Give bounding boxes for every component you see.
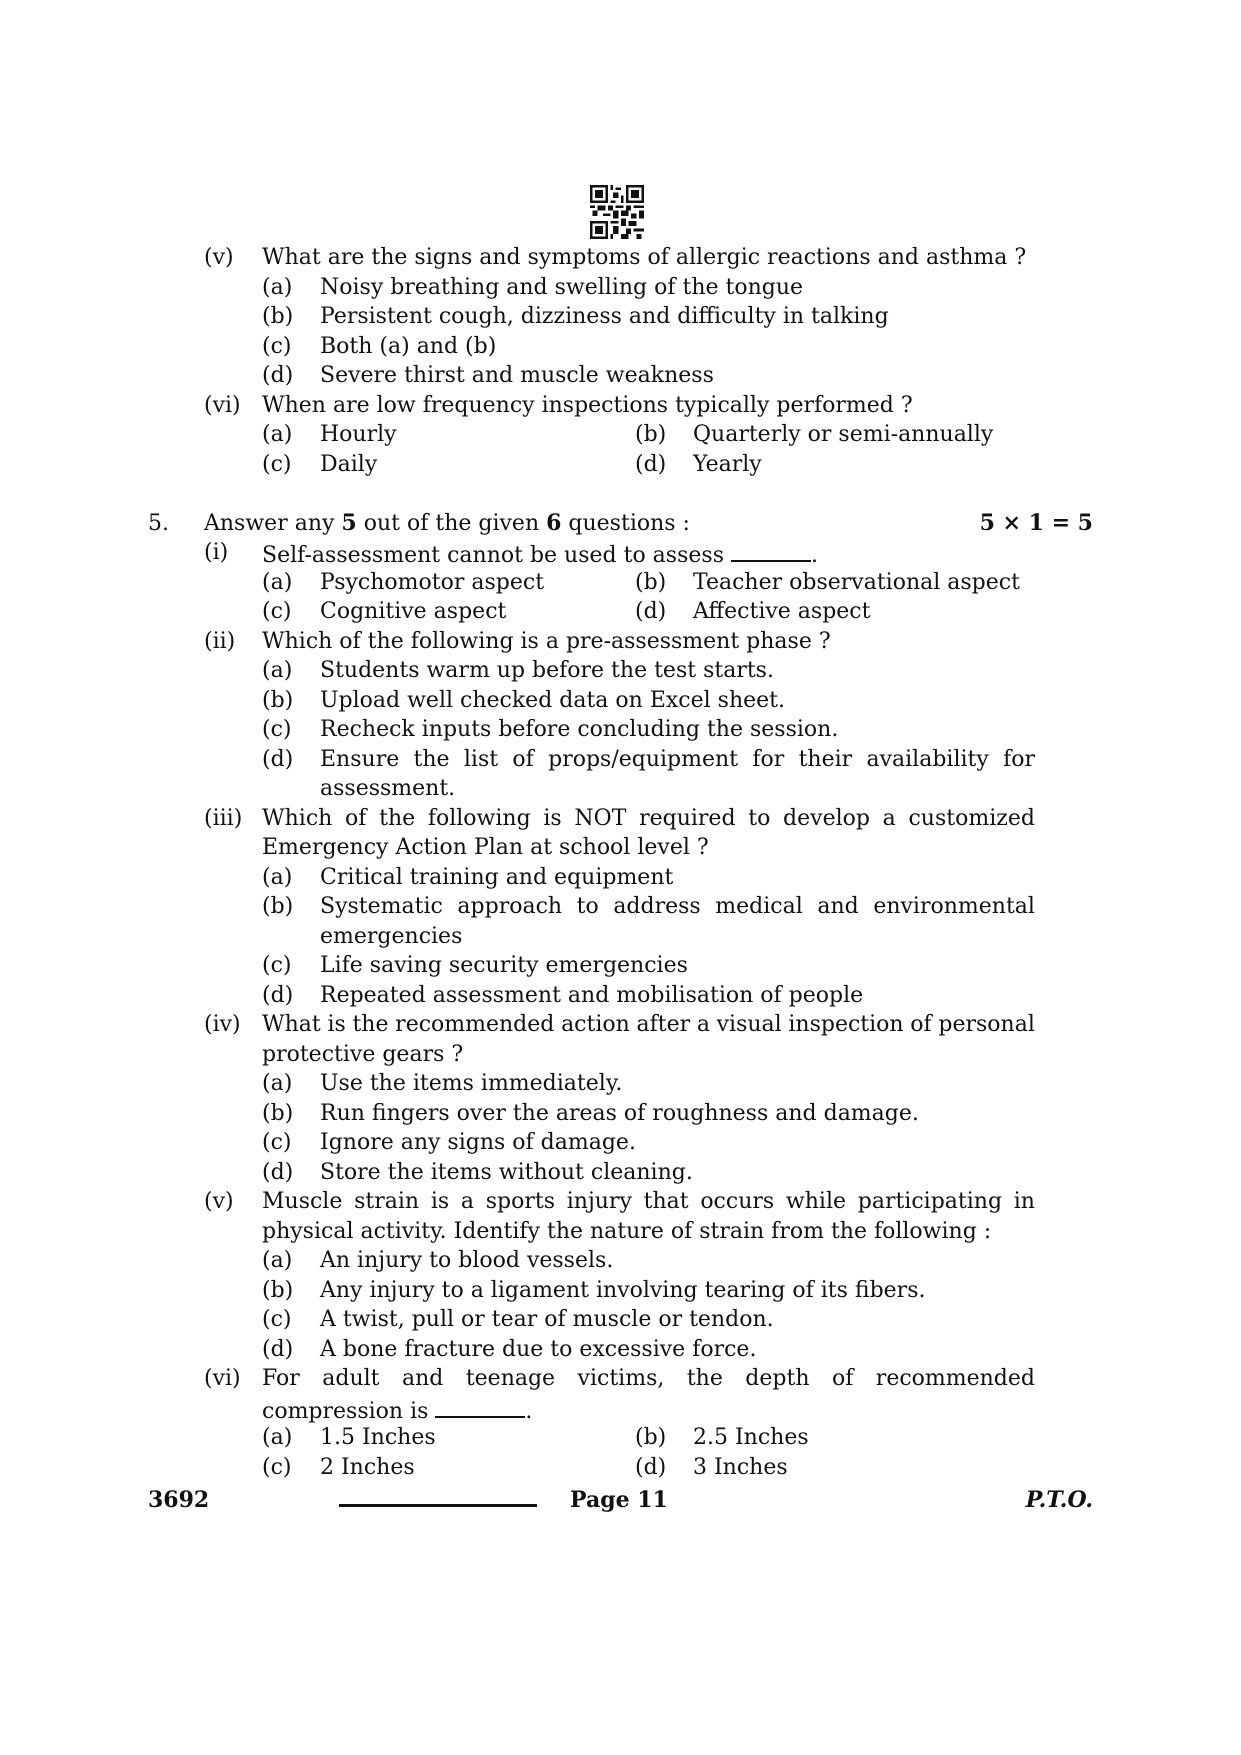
question-line-continued xyxy=(148,1394,1093,1424)
question-number: (v) xyxy=(204,245,234,270)
question-number: (iv) xyxy=(204,1012,241,1037)
option-label: (b) xyxy=(262,1277,294,1303)
option-text: Recheck inputs before concluding the session. xyxy=(320,717,839,742)
option-line xyxy=(148,420,1093,450)
option-label: (c) xyxy=(262,599,292,624)
option-label: (c) xyxy=(262,1307,292,1332)
option-line xyxy=(148,1246,1093,1276)
option-line xyxy=(148,892,1093,922)
option-line xyxy=(148,951,1093,981)
option-line xyxy=(148,568,1093,598)
option-text: An injury to blood vessels. xyxy=(320,1248,614,1273)
question-number: (v) xyxy=(204,1189,234,1214)
option-line xyxy=(148,1158,1093,1188)
option-text: Use the items immediately. xyxy=(320,1071,623,1096)
question-text: Emergency Action Plan at school level ? xyxy=(262,835,709,860)
option-line xyxy=(148,597,1093,627)
option-label: (a) xyxy=(262,274,293,300)
option-line xyxy=(148,745,1093,775)
question-line xyxy=(148,538,1093,568)
option-label: (b) xyxy=(262,894,294,919)
page-footer xyxy=(148,1486,1093,1516)
option-text: Any injury to a ligament involving tearing of its fibers. xyxy=(320,1277,926,1303)
option-text: Systematic approach to address medical and environmental xyxy=(320,894,1035,919)
answer-blank xyxy=(435,1394,525,1418)
option-label: (d) xyxy=(635,451,667,477)
option-label: (b) xyxy=(635,569,667,595)
question-number: (vi) xyxy=(204,1366,241,1391)
option-line xyxy=(148,332,1093,362)
option-line xyxy=(148,656,1093,686)
option-line-continued xyxy=(148,774,1093,804)
option-text: 2 Inches xyxy=(320,1454,415,1480)
question-line xyxy=(148,627,1093,657)
option-text: Noisy breathing and swelling of the tongue xyxy=(320,274,804,300)
option-label: (a) xyxy=(262,1248,293,1273)
option-label: (c) xyxy=(262,1454,292,1480)
option-text: Ignore any signs of damage. xyxy=(320,1130,636,1155)
option-label: (b) xyxy=(262,687,294,713)
option-text: Upload well checked data on Excel sheet. xyxy=(320,687,785,713)
option-text: Yearly xyxy=(693,451,762,477)
question-text: Muscle strain is a sports injury that occurs while participating in xyxy=(262,1189,1035,1214)
question-line xyxy=(148,1010,1093,1040)
option-label: (d) xyxy=(262,982,294,1008)
option-label: (d) xyxy=(262,1159,294,1185)
answer-blank xyxy=(731,538,811,562)
option-label: (c) xyxy=(262,333,292,359)
option-label: (d) xyxy=(635,1454,667,1480)
question-text: For adult and teenage victims, the depth of recommended xyxy=(262,1366,1035,1391)
question-text: Which of the following is a pre-assessment phase ? xyxy=(262,628,831,654)
question-text: When are low frequency inspections typically performed ? xyxy=(262,392,913,418)
option-line xyxy=(148,1276,1093,1306)
option-text: A twist, pull or tear of muscle or tendon. xyxy=(320,1307,774,1332)
question-content xyxy=(148,243,1093,1482)
question-number: (vi) xyxy=(204,392,241,418)
option-line xyxy=(148,302,1093,332)
option-line xyxy=(148,1305,1093,1335)
option-text: Ensure the list of props/equipment for their availability for xyxy=(320,746,1035,772)
option-line xyxy=(148,1128,1093,1158)
option-text: 1.5 Inches xyxy=(320,1425,436,1450)
option-text: 3 Inches xyxy=(693,1454,788,1480)
option-text: Critical training and equipment xyxy=(320,864,674,890)
option-label: (a) xyxy=(262,569,293,595)
option-label: (c) xyxy=(262,717,292,742)
marks-allocation: 5 × 1 = 5 xyxy=(979,509,1093,536)
option-line xyxy=(148,1423,1093,1453)
option-text: Repeated assessment and mobilisation of people xyxy=(320,982,864,1008)
option-text: A bone fracture due to excessive force. xyxy=(320,1336,757,1362)
option-line xyxy=(148,273,1093,303)
option-label: (a) xyxy=(262,658,293,683)
question-text: protective gears ? xyxy=(262,1041,464,1067)
option-text: Run fingers over the areas of roughness and damage. xyxy=(320,1100,919,1126)
option-line xyxy=(148,1453,1093,1483)
option-text: Life saving security emergencies xyxy=(320,953,688,978)
question-line xyxy=(148,1187,1093,1217)
question-line xyxy=(148,391,1093,421)
option-line xyxy=(148,686,1093,716)
option-text: Cognitive aspect xyxy=(320,599,507,624)
question-text: Self-assessment cannot be used to assess . xyxy=(262,538,818,571)
option-line xyxy=(148,1069,1093,1099)
option-line xyxy=(148,863,1093,893)
question-line-continued xyxy=(148,833,1093,863)
option-label: (b) xyxy=(262,304,294,329)
option-line xyxy=(148,715,1093,745)
option-label: (c) xyxy=(262,1130,292,1155)
option-label: (d) xyxy=(262,1336,294,1362)
question-number: (ii) xyxy=(204,628,236,654)
option-text: Severe thirst and muscle weakness xyxy=(320,363,714,388)
option-text: Hourly xyxy=(320,422,397,447)
please-turn-over: P.T.O. xyxy=(1025,1487,1093,1513)
option-label: (d) xyxy=(635,599,667,624)
section-instruction: Answer any 5 out of the given 6 questions : xyxy=(204,509,690,536)
option-text: Daily xyxy=(320,451,378,477)
option-label: (d) xyxy=(262,746,294,772)
option-text: emergencies xyxy=(320,923,463,949)
question-line-continued xyxy=(148,1040,1093,1070)
question-number: (iii) xyxy=(204,805,243,831)
option-label: (b) xyxy=(635,422,667,447)
option-label: (d) xyxy=(262,363,294,388)
question-text: What are the signs and symptoms of allergic reactions and asthma ? xyxy=(262,245,1027,270)
option-label: (a) xyxy=(262,1071,293,1096)
question-line xyxy=(148,243,1093,273)
section-number: 5. xyxy=(148,510,169,536)
option-label: (c) xyxy=(262,451,292,477)
question-text: physical activity. Identify the nature of strain from the following : xyxy=(262,1218,992,1244)
option-line xyxy=(148,1099,1093,1129)
option-text: Affective aspect xyxy=(693,599,871,624)
option-label: (b) xyxy=(635,1425,667,1450)
option-label: (c) xyxy=(262,953,292,978)
qr-code xyxy=(590,185,644,239)
option-text: Persistent cough, dizziness and difficulty in talking xyxy=(320,304,889,329)
option-line-continued xyxy=(148,922,1093,952)
option-text: Psychomotor aspect xyxy=(320,569,545,595)
option-text: Both (a) and (b) xyxy=(320,333,497,359)
section-heading xyxy=(148,509,1093,539)
question-text: Which of the following is NOT required to develop a customized xyxy=(262,805,1035,831)
option-text: assessment. xyxy=(320,776,456,801)
question-number: (i) xyxy=(204,540,229,565)
question-line xyxy=(148,1364,1093,1394)
footer-rule xyxy=(339,1504,537,1507)
option-text: Quarterly or semi-annually xyxy=(693,422,994,447)
option-label: (a) xyxy=(262,422,293,447)
option-label: (a) xyxy=(262,864,293,890)
option-line xyxy=(148,450,1093,480)
option-label: (a) xyxy=(262,1425,293,1450)
option-line xyxy=(148,981,1093,1011)
question-text: compression is . xyxy=(262,1394,532,1427)
option-text: Store the items without cleaning. xyxy=(320,1159,693,1185)
option-text: 2.5 Inches xyxy=(693,1425,809,1450)
option-text: Students warm up before the test starts. xyxy=(320,658,774,683)
question-line xyxy=(148,804,1093,834)
option-label: (b) xyxy=(262,1100,294,1126)
paper-code: 3692 xyxy=(148,1487,210,1513)
option-text: Teacher observational aspect xyxy=(693,569,1020,595)
question-line-continued xyxy=(148,1217,1093,1247)
question-text: What is the recommended action after a visual inspection of personal xyxy=(262,1012,1035,1037)
option-line xyxy=(148,1335,1093,1365)
page-number: Page 11 xyxy=(570,1487,668,1513)
option-line xyxy=(148,361,1093,391)
